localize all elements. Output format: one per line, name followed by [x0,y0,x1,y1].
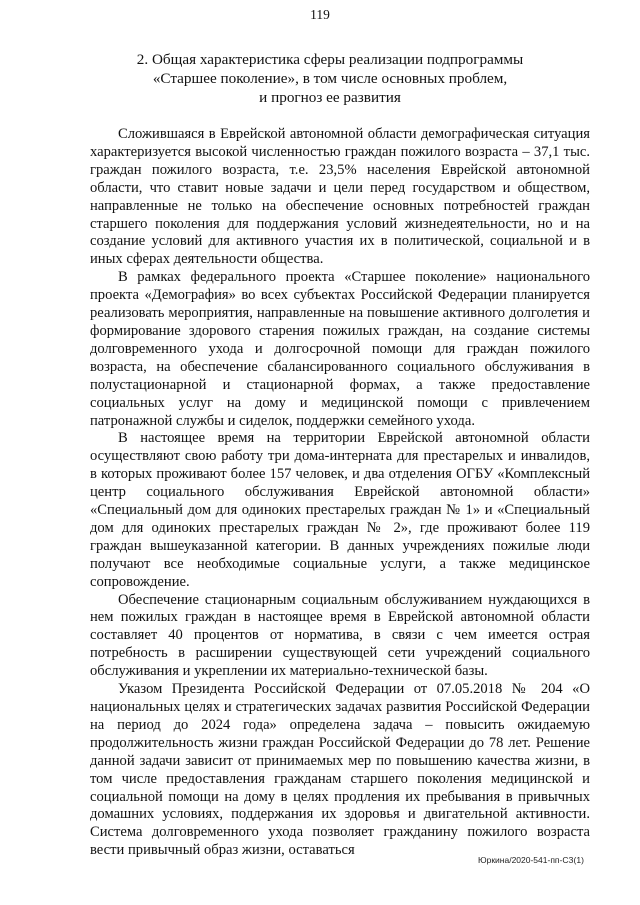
heading-line-1: 2. Общая характеристика сферы реализации подпрограммы [136,51,524,68]
section-heading [120,50,540,107]
heading-line-2: «Старшее поколение», в том числе основных проблем, [152,70,508,87]
heading-line-3: и прогноз ее развития [259,89,401,106]
paragraph: Сложившаяся в Еврейской автономной области демографическая ситуация характеризуется высокой численностью граждан пожилого возраста – 37,1 тыс. граждан пожилого возраста, т.е. 23,5% населения Еврейской автономной области, что ставит новые задачи и цели перед государством и обществом, направленные не только на обеспечение основных потребностей граждан старшего поколения для поддержания условий жизнедеятельности, но и на создание условий для активного участия их в политической, социальной и в иных сферах деятельности общества. [90,126,590,268]
page-number: 119 [310,7,330,22]
body-text [90,126,590,860]
paragraph: В настоящее время на территории Еврейской автономной области осуществляют свою работу три дома-интерната для престарелых и инвалидов, в которых проживают более 157 человек, и два отделения ОГБУ «Комплексный центр социального обслуживания Еврейской автономной области» «Специальный дом для одиноких престарелых граждан № 1» и «Специальный дом для одиноких престарелых граждан № 2», где проживают более 119 граждан вышеуказанной категории. В данных учреждениях пожилые люди получают все необходимые социальные услуги, а также медицинское сопровождение. [90,430,590,590]
document-footer-code: Юркина/2020-541-пп-СЗ(1) [478,855,584,865]
paragraph: Обеспечение стационарным социальным обслуживанием нуждающихся в нем пожилых граждан в настоящее время в Еврейской автономной области составляет 40 процентов от норматива, в связи с чем имеется острая потребность в расширении существующей сети учреждений социального обслуживания и укреплении их материально-технической базы. [90,591,590,680]
paragraph: Указом Президента Российской Федерации от 07.05.2018 № 204 «О национальных целях и стратегических задачах развития Российской Федерации на период до 2024 года» определена задача – повысить ожидаемую продолжительность жизни граждан Российской Федерации до 78 лет. Решение данной задачи зависит от принимаемых мер по повышению качества жизни, в том числе предоставления гражданам старшего поколения медицинской и социальной помощи на дому в целях продления их пребывания в привычных домашних условиях, поддержания их здоровья и двигательной активности. Система долговременного ухода позволяет гражданину пожилого возраста вести привычный образ жизни, оставаться [90,681,590,859]
paragraph: В рамках федерального проекта «Старшее поколение» национального проекта «Демография» во всех субъектах Российской Федерации планируется реализовать мероприятия, направленные на повышение активного долголетия и формирование здорового старения пожилых граждан, на создание системы долговременного ухода и долгосрочной помощи для граждан пожилого возраста, на обеспечение сбалансированного социального обслуживания в полустационарной и стационарной формах, а также предоставление социальных услуг на дому и медицинской помощи с привлечением патронажной службы и сиделок, поддержки семейного ухода. [90,269,590,429]
